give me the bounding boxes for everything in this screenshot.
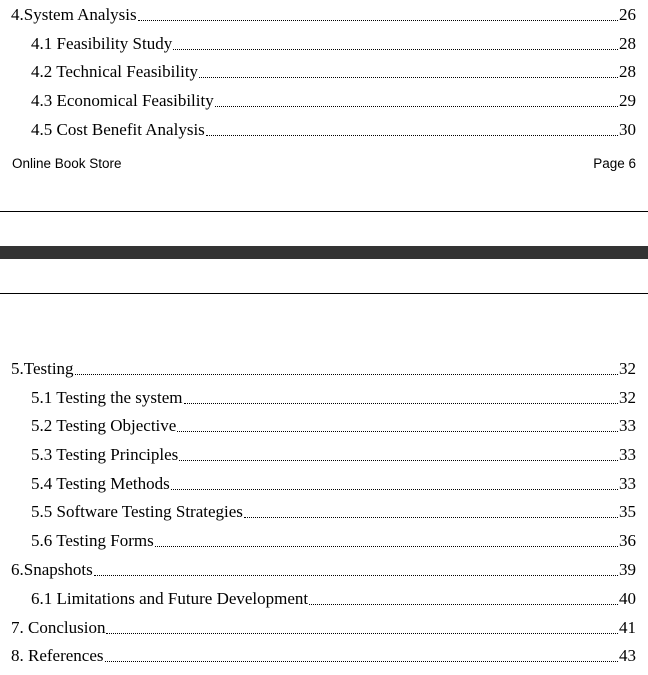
toc-entry-5-6[interactable] [0,531,648,551]
toc-entry-label: 5.2 Testing Objective [31,416,177,435]
toc-entry-page: 33 [619,445,636,464]
dot-leader [309,589,618,609]
dot-leader [206,120,618,140]
toc-entry-label: 4.3 Economical Feasibility [31,91,214,110]
toc-entry-5-3[interactable] [0,445,648,465]
dot-leader [106,618,618,638]
toc-entry-6[interactable] [0,560,648,580]
page-top-border [0,293,648,294]
toc-entry-label: 4.System Analysis [11,5,137,24]
page-bottom-border [0,211,648,212]
toc-entry-label: 5.6 Testing Forms [31,531,154,550]
toc-entry-5-1[interactable] [0,388,648,408]
toc-entry-label: 6.Snapshots [11,560,93,579]
toc-entry-5-4[interactable] [0,474,648,494]
toc-entry-page: 28 [619,34,636,53]
toc-entry-page: 33 [619,474,636,493]
toc-entry-label: 4.1 Feasibility Study [31,34,173,53]
toc-entry-page: 32 [619,388,636,407]
toc-entry-4-2[interactable] [0,62,648,82]
toc-entry-page: 28 [619,62,636,81]
dot-leader [244,502,618,522]
toc-entry-label: 6.1 Limitations and Future Development [31,589,309,608]
dot-leader [199,62,618,82]
dot-leader [215,91,618,111]
toc-entry-page: 30 [619,120,636,139]
dot-leader [94,560,618,580]
toc-entry-5-5[interactable] [0,502,648,522]
toc-entry-label: 5.3 Testing Principles [31,445,179,464]
toc-entry-page: 35 [619,502,636,521]
dot-leader [105,646,618,666]
toc-entry-label: 5.Testing [11,359,74,378]
toc-entry-page: 39 [619,560,636,579]
toc-entry-label: 8. References [11,646,104,665]
toc-entry-label: 4.2 Technical Feasibility [31,62,199,81]
page-gap-separator [0,246,648,259]
page-footer [12,156,636,174]
toc-entry-page: 43 [619,646,636,665]
toc-entry-4[interactable] [0,5,648,25]
dot-leader [155,531,618,551]
toc-entry-page: 40 [619,589,636,608]
toc-entry-page: 33 [619,416,636,435]
dot-leader [179,445,618,465]
toc-entry-page: 36 [619,531,636,550]
toc-entry-page: 32 [619,359,636,378]
dot-leader [184,388,619,408]
toc-entry-4-3[interactable] [0,91,648,111]
toc-entry-label: 5.1 Testing the system [31,388,183,407]
toc-entry-label: 4.5 Cost Benefit Analysis [31,120,205,139]
toc-entry-5-2[interactable] [0,416,648,436]
footer-page-number: Page 6 [593,156,636,171]
footer-document-title: Online Book Store [12,156,122,171]
dot-leader [173,34,618,54]
toc-entry-page: 29 [619,91,636,110]
toc-entry-page: 26 [619,5,636,24]
toc-entry-5[interactable] [0,359,648,379]
dot-leader [75,359,618,379]
toc-entry-label: 5.4 Testing Methods [31,474,170,493]
toc-entry-page: 41 [619,618,636,637]
toc-entry-label: 5.5 Software Testing Strategies [31,502,243,521]
dot-leader [177,416,618,436]
dot-leader [138,5,618,25]
toc-entry-7[interactable] [0,618,648,638]
toc-entry-label: 7. Conclusion [11,618,106,637]
toc-entry-4-5[interactable] [0,120,648,140]
toc-entry-4-1[interactable] [0,34,648,54]
toc-entry-6-1[interactable] [0,589,648,609]
toc-entry-8[interactable] [0,646,648,666]
dot-leader [171,474,618,494]
